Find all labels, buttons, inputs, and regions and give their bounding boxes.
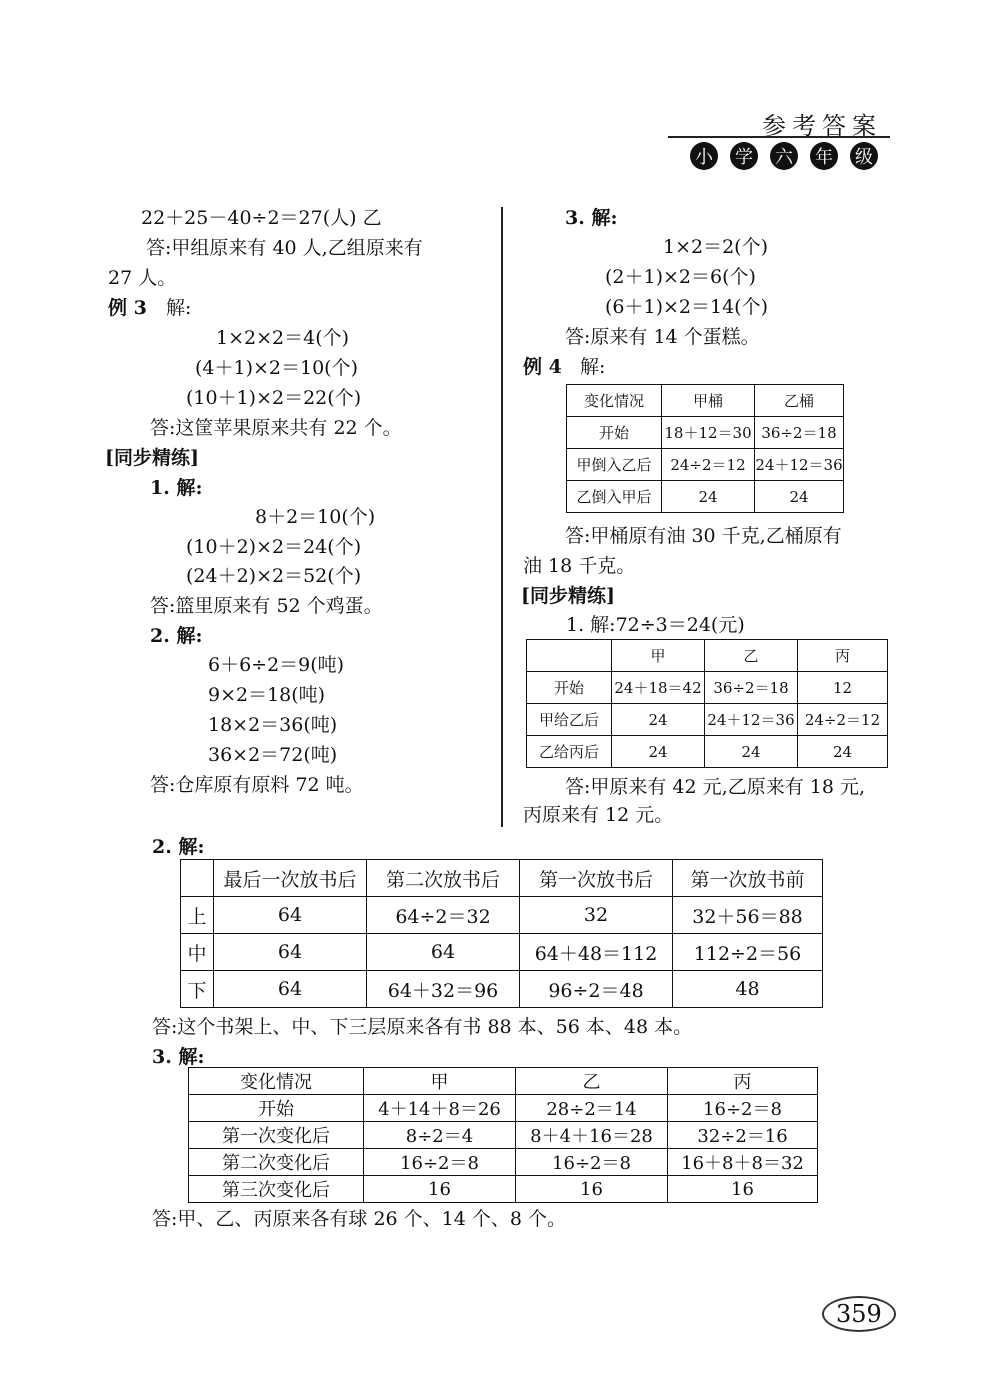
answer-line: 答:甲、乙、丙原来各有球 26 个、14 个、8 个。 [152, 1208, 567, 1230]
question-label: 1. 解: [150, 477, 203, 499]
table-cell: 8＋4＋16＝28 [516, 1122, 668, 1149]
table-header-row [527, 640, 888, 672]
question-label: 1. 解:72÷3＝24(元) [566, 614, 745, 636]
table-header-cell: 第一次放书后 [520, 860, 673, 897]
table-cell: 36÷2＝18 [755, 417, 844, 449]
table-cell: 24＋12＝36 [705, 704, 798, 736]
table-header-cell: 甲桶 [662, 385, 755, 417]
table-cell: 第一次变化后 [189, 1122, 364, 1149]
table-header-cell [181, 860, 214, 897]
table-header-cell: 乙桶 [755, 385, 844, 417]
table-cell: 48 [673, 971, 823, 1008]
table-cell: 112÷2＝56 [673, 934, 823, 971]
table-row [181, 934, 823, 971]
answer-line: 答:这筐苹果原来共有 22 个。 [150, 417, 402, 439]
header-rule [668, 136, 890, 138]
answer-line: 答:甲桶原有油 30 千克,乙桶原有 [565, 525, 842, 547]
table-cell: 开始 [567, 417, 662, 449]
table-cell: 4＋14＋8＝26 [364, 1095, 516, 1122]
equation: (2＋1)×2＝6(个) [605, 266, 756, 288]
grade-char: 年 [810, 142, 838, 170]
section-title: 参考答案 [762, 112, 882, 140]
equation: 6＋6÷2＝9(吨) [208, 654, 345, 676]
table-row [181, 971, 823, 1008]
table-cell: 第三次变化后 [189, 1176, 364, 1203]
equation: (10＋2)×2＝24(个) [186, 536, 362, 558]
table-cell: 开始 [189, 1095, 364, 1122]
table-cell: 96÷2＝48 [520, 971, 673, 1008]
table-cell: 64＋48＝112 [520, 934, 673, 971]
table-row [189, 1149, 818, 1176]
table-row [527, 736, 888, 768]
table-row [181, 897, 823, 934]
question-label: 2. 解: [152, 836, 205, 858]
answer-line: 答:篮里原来有 52 个鸡蛋。 [150, 595, 383, 617]
answer-line: 答:这个书架上、中、下三层原来各有书 88 本、56 本、48 本。 [152, 1016, 693, 1038]
equation: 36×2＝72(吨) [208, 744, 338, 766]
table-header-cell: 乙 [705, 640, 798, 672]
table-cell: 64÷2＝32 [367, 897, 520, 934]
table-cell: 中 [181, 934, 214, 971]
answer-line: 答:甲组原来有 40 人,乙组原来有 [146, 237, 423, 259]
table-row [527, 672, 888, 704]
grade-char: 级 [850, 142, 878, 170]
table-cell: 28÷2＝14 [516, 1095, 668, 1122]
table-cell: 16 [364, 1176, 516, 1203]
table-row [567, 449, 844, 481]
table-cell: 24 [755, 481, 844, 513]
table-cell: 甲给乙后 [527, 704, 612, 736]
oil-barrel-table [566, 384, 844, 513]
table-row [189, 1095, 818, 1122]
text-line: 油 18 千克。 [523, 555, 636, 577]
table-cell: 64 [367, 934, 520, 971]
table-header-cell: 变化情况 [567, 385, 662, 417]
section-heading: [同步精练] [105, 447, 199, 469]
table-cell: 24÷2＝12 [662, 449, 755, 481]
table-cell: 16÷2＝8 [668, 1095, 818, 1122]
money-table [526, 639, 888, 768]
question-label: 3. 解: [565, 207, 618, 229]
page-number: 359 [822, 1296, 896, 1332]
equation: (10＋1)×2＝22(个) [186, 387, 362, 409]
answer-line: 答:甲原来有 42 元,乙原来有 18 元, [565, 776, 865, 798]
table-cell: 32 [520, 897, 673, 934]
table-cell: 24 [612, 736, 705, 768]
table-cell: 下 [181, 971, 214, 1008]
table-cell: 12 [798, 672, 888, 704]
equation: 8＋2＝10(个) [255, 506, 376, 528]
table-header-cell: 最后一次放书后 [214, 860, 367, 897]
table-cell: 16 [668, 1176, 818, 1203]
table-cell: 64 [214, 897, 367, 934]
bookshelf-table [180, 859, 823, 1008]
question-label: 3. 解: [152, 1046, 205, 1068]
equation: (6＋1)×2＝14(个) [605, 296, 769, 318]
table-cell: 24 [612, 704, 705, 736]
table-cell: 64 [214, 934, 367, 971]
table-cell: 32÷2＝16 [668, 1122, 818, 1149]
table-cell: 甲倒入乙后 [567, 449, 662, 481]
equation: 1×2＝2(个) [663, 236, 769, 258]
table-header-cell: 丙 [798, 640, 888, 672]
solve-label: 解: [166, 297, 192, 319]
table-cell: 64 [214, 971, 367, 1008]
section-heading: [同步精练] [521, 585, 615, 607]
table-header-row [181, 860, 823, 897]
table-cell: 第二次变化后 [189, 1149, 364, 1176]
table-cell: 8÷2＝4 [364, 1122, 516, 1149]
table-cell: 24÷2＝12 [798, 704, 888, 736]
answer-line: 答:原来有 14 个蛋糕。 [565, 326, 760, 348]
table-cell: 24 [662, 481, 755, 513]
table-cell: 32＋56＝88 [673, 897, 823, 934]
table-header-cell: 第二次放书后 [367, 860, 520, 897]
table-row [567, 481, 844, 513]
table-cell: 24＋12＝36 [755, 449, 844, 481]
table-cell: 36÷2＝18 [705, 672, 798, 704]
equation: 9×2＝18(吨) [208, 684, 326, 706]
solve-label: 解: [580, 356, 606, 378]
table-cell: 24 [705, 736, 798, 768]
equation: 1×2×2＝4(个) [216, 327, 350, 349]
grade-badges [690, 142, 878, 170]
table-row [527, 704, 888, 736]
table-row [567, 417, 844, 449]
table-cell: 24＋18＝42 [612, 672, 705, 704]
equation: 18×2＝36(吨) [208, 714, 338, 736]
grade-char: 六 [770, 142, 798, 170]
table-row [189, 1176, 818, 1203]
table-header-cell: 变化情况 [189, 1068, 364, 1095]
equation: (4＋1)×2＝10(个) [195, 357, 359, 379]
table-header-cell: 乙 [516, 1068, 668, 1095]
table-header-cell: 丙 [668, 1068, 818, 1095]
grade-char: 学 [730, 142, 758, 170]
table-cell: 18＋12＝30 [662, 417, 755, 449]
table-cell: 16 [516, 1176, 668, 1203]
text-line: 22＋25－40÷2＝27(人) 乙 [141, 207, 382, 229]
example-label: 例 4 [523, 356, 562, 378]
table-header-cell: 甲 [364, 1068, 516, 1095]
table-cell: 24 [798, 736, 888, 768]
text-line: 27 人。 [108, 267, 177, 289]
equation: (24＋2)×2＝52(个) [186, 565, 362, 587]
table-cell: 16＋8＋8＝32 [668, 1149, 818, 1176]
table-header-cell: 第一次放书前 [673, 860, 823, 897]
table-cell: 开始 [527, 672, 612, 704]
grade-char: 小 [690, 142, 718, 170]
table-header-cell: 甲 [612, 640, 705, 672]
example-label: 例 3 [108, 297, 147, 319]
table-header-cell [527, 640, 612, 672]
table-cell: 上 [181, 897, 214, 934]
table-header-row [189, 1068, 818, 1095]
table-cell: 16÷2＝8 [516, 1149, 668, 1176]
answer-line: 答:仓库原有原料 72 吨。 [150, 774, 364, 796]
table-header-row [567, 385, 844, 417]
table-cell: 16÷2＝8 [364, 1149, 516, 1176]
table-cell: 乙倒入甲后 [567, 481, 662, 513]
question-label: 2. 解: [150, 625, 203, 647]
table-cell: 64＋32＝96 [367, 971, 520, 1008]
ball-table [188, 1067, 818, 1203]
text-line: 丙原来有 12 元。 [523, 804, 674, 826]
table-cell: 乙给丙后 [527, 736, 612, 768]
table-row [189, 1122, 818, 1149]
column-divider [501, 207, 503, 827]
